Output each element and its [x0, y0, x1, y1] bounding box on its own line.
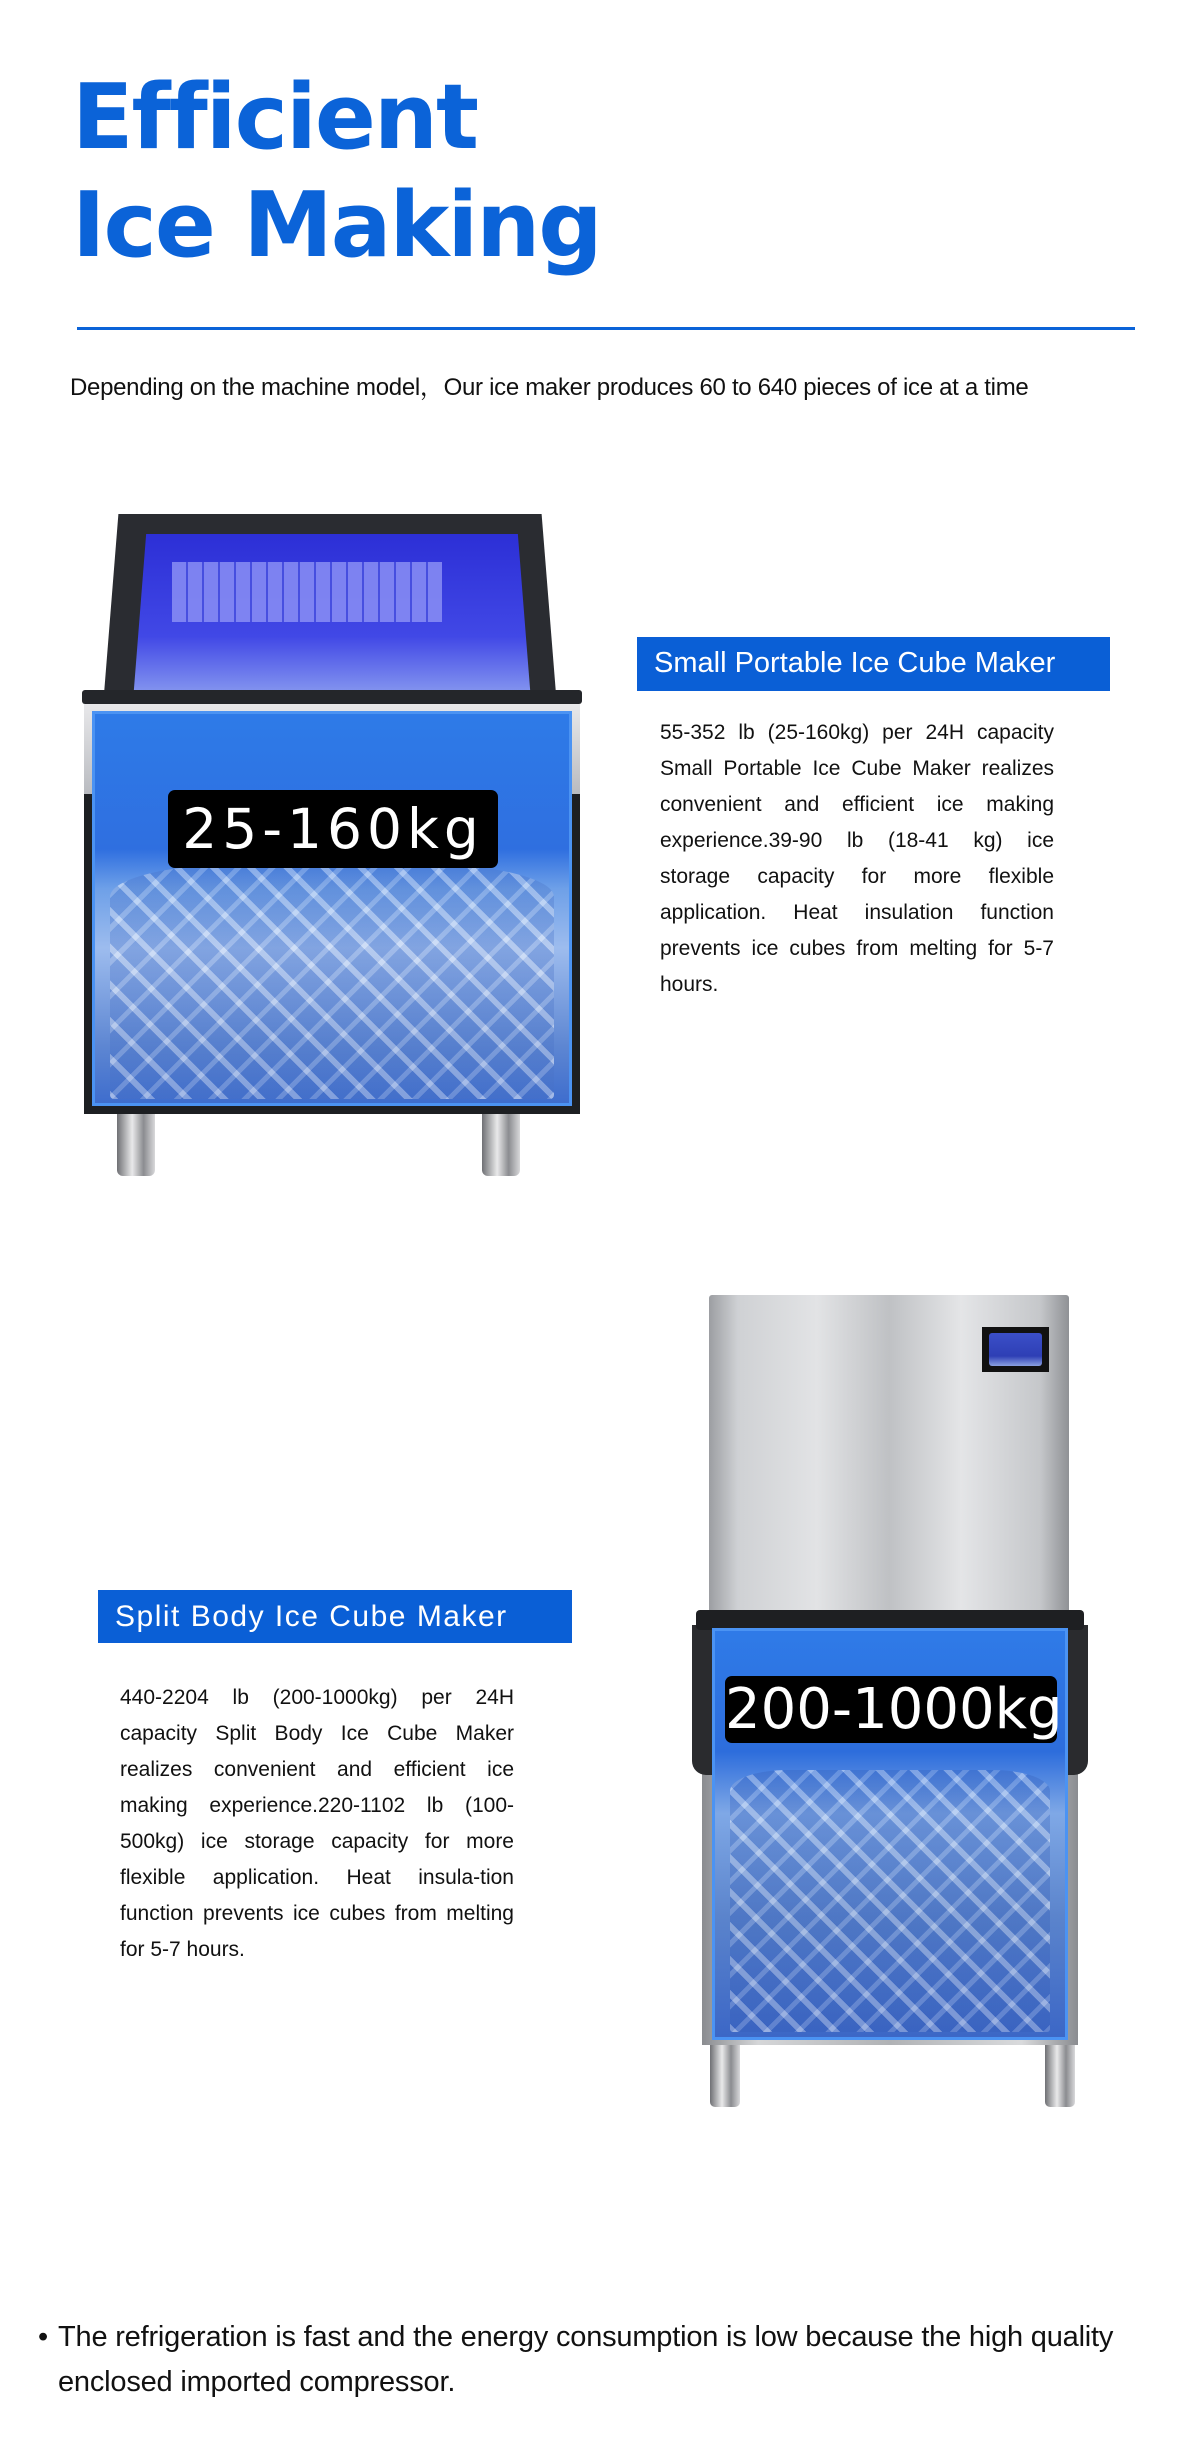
machine-leg-left	[117, 1114, 155, 1176]
machine-leg-right	[482, 1114, 520, 1176]
ice-tray-grid	[172, 562, 442, 622]
ice-cubes	[730, 1770, 1050, 2032]
bullet-line-2: enclosed imported compressor.	[58, 2366, 456, 2398]
feature-bullet	[38, 2315, 1188, 2405]
control-display-icon	[982, 1327, 1049, 1372]
product-title-banner: Split Body Ice Cube Maker	[98, 1590, 572, 1643]
lid-lip	[82, 690, 582, 704]
subtitle: Depending on the machine model，Our ice maker produces 60 to 640 pieces of ice at a time	[70, 374, 1029, 401]
title-line-1: Efficient	[72, 65, 477, 170]
capacity-label: 25-160kg	[168, 790, 498, 868]
machine-leg-right	[1045, 2045, 1075, 2107]
product-description: 55-352 lb (25-160kg) per 24H capacity Small Portable Ice Cube Maker realizes convenient and efficient ice making experience.39-90 lb (18-41 kg) ice storage capacity for more flexible application. Heat insulation function prevents ice cubes from melting for 5-7 hours.	[660, 721, 1054, 996]
bin-lid	[696, 1610, 1084, 1630]
product-image-split-body	[690, 1290, 1090, 2110]
title-divider	[77, 327, 1135, 330]
ice-cubes	[110, 864, 554, 1099]
machine-leg-left	[710, 2045, 740, 2107]
product-description: 440-2204 lb (200-1000kg) per 24H capacity Split Body Ice Cube Maker realizes convenient and efficient ice making experience.220-1102 lb (100-500kg) ice storage capacity for more flexible application. Heat insula-tion function prevents ice cubes from melting for 5-7 hours.	[120, 1686, 514, 1961]
page-title	[72, 64, 601, 280]
product-title-banner: Small Portable Ice Cube Maker	[637, 637, 1110, 691]
bullet-line-1: The refrigeration is fast and the energy consumption is low because the high quality	[58, 2321, 1114, 2353]
title-line-2: Ice Making	[72, 173, 601, 278]
bullet-dot-icon: •	[38, 2321, 48, 2353]
capacity-label: 200-1000kg	[725, 1677, 1063, 1742]
display-screen	[989, 1333, 1042, 1366]
product-image-small-portable	[82, 514, 582, 1176]
ice-maker-head-unit	[709, 1295, 1069, 1613]
